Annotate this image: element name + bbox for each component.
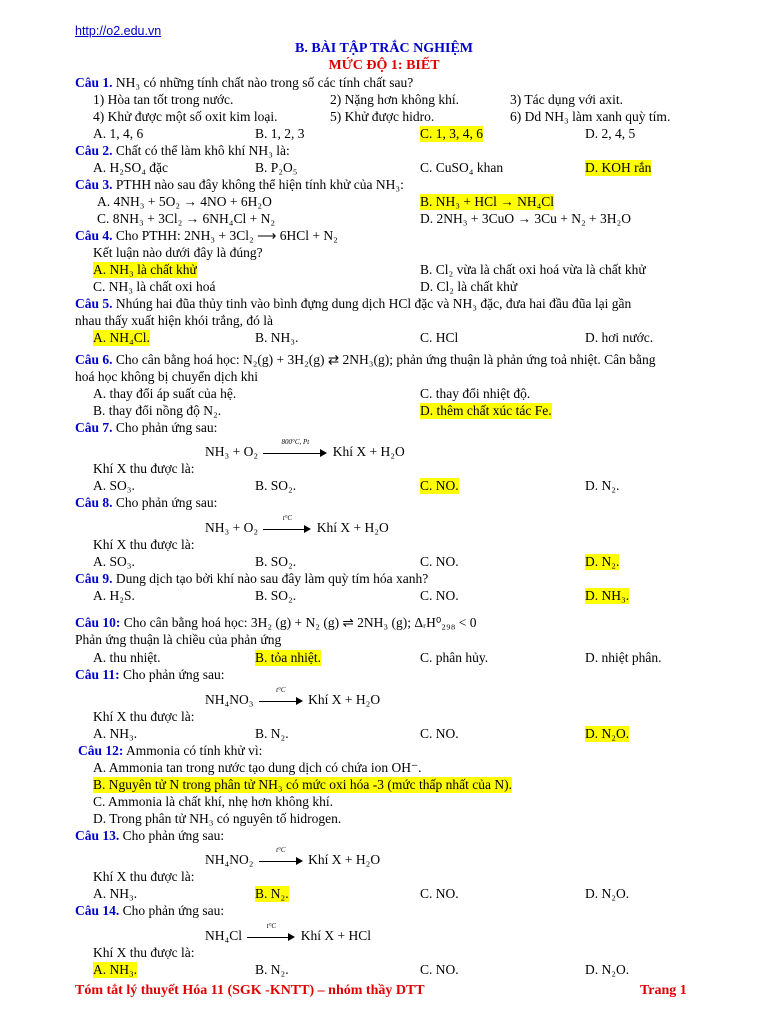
option-a-correct[interactable]: A. NH₃. — [93, 962, 138, 977]
question-3 — [75, 177, 404, 193]
question-stem: Nhúng hai đũa thủy tinh vào bình đựng dung dịch HCl đặc và NH₃ đặc, đưa hai đầu đũa lại gần — [115, 296, 632, 311]
question-stem: Cho phản ứng sau: — [122, 903, 225, 918]
question-4 — [75, 228, 338, 244]
option-d-correct[interactable]: D. N₂O. — [585, 726, 630, 741]
question-8 — [75, 495, 217, 511]
reactants: NH₃ + O₂ — [205, 520, 259, 535]
question-stem: Cho cân bằng hoá học: N₂(g) + 3H₂(g) ⇄ 2NH₃(g); phản ứng thuận là phản ứng toả nhiệt. Cân bằng — [115, 352, 656, 367]
page-number: Trang 1 — [640, 983, 687, 998]
question-5 — [75, 296, 631, 312]
reaction-arrow-icon — [263, 437, 327, 458]
question-2 — [75, 143, 290, 159]
option-b[interactable]: B. N₂. — [255, 726, 289, 741]
question-label: Câu 8. — [75, 495, 113, 510]
question-label: Câu 1. — [75, 75, 113, 90]
option-c[interactable]: C. HCl — [420, 330, 459, 345]
option-c[interactable]: C. thay đổi nhiệt độ. — [420, 386, 531, 401]
option-c[interactable]: C. NO. — [420, 962, 459, 977]
reactants: NH₃ + O₂ — [205, 444, 259, 459]
option-b[interactable]: B. N₂. — [255, 962, 289, 977]
question-label: Câu 4. — [75, 228, 113, 243]
option-b[interactable]: B. P₂O₅ — [255, 160, 298, 175]
option-b-correct[interactable]: B. NH₃ + HCl → NH₄Cl — [420, 194, 555, 209]
reaction-condition: t°C — [276, 685, 286, 694]
question-13 — [75, 828, 224, 844]
footer-title: Tóm tắt lý thuyết Hóa 11 (SGK -KNTT) – nhóm thầy DTT — [75, 983, 425, 998]
question-label: Câu 2. — [75, 143, 113, 158]
option-d-correct[interactable]: D. thêm chất xúc tác Fe. — [420, 403, 552, 418]
header-link[interactable]: http://o2.edu.vn — [75, 24, 162, 38]
products: Khí X + H₂O — [308, 692, 381, 707]
option-d-correct[interactable]: D. N₂. — [585, 554, 620, 569]
reaction-arrow-icon — [259, 685, 303, 706]
reaction-arrow-icon — [247, 921, 295, 942]
option-c[interactable]: C. NO. — [420, 588, 459, 603]
question-stem: Cho cân bằng hoá học: 3H₂ (g) + N₂ (g) ⇌ 2NH₃ (g); ΔᵣH⁰₂₉₈ < 0 — [123, 615, 477, 630]
option-c[interactable]: C. phân hủy. — [420, 650, 489, 665]
question-stem: NH₃ có những tính chất nào trong số các tính chất sau? — [115, 75, 414, 90]
option-d[interactable]: D. 2, 4, 5 — [585, 126, 636, 141]
option-a[interactable]: A. thay đổi áp suất của hệ. — [93, 386, 237, 401]
option-a[interactable]: A. 4NH₃ + 5O₂ → 4NO + 6H₂O — [97, 194, 272, 209]
reaction-condition: t°C — [266, 921, 277, 930]
question-label: Câu 14. — [75, 903, 120, 918]
option-b-correct[interactable]: B. tỏa nhiệt. — [255, 650, 321, 665]
option-c[interactable]: C. CuSO₄ khan — [420, 160, 504, 175]
question-ask: Khí X thu được là: — [93, 709, 195, 724]
page-title: B. BÀI TẬP TRẮC NGHIỆM — [294, 41, 473, 56]
reactants: NH₄NO₂ — [205, 852, 254, 867]
option-d[interactable]: D. Trong phân tử NH₃ có nguyên tố hidrogen. — [93, 811, 342, 826]
option-c[interactable]: C. NO. — [420, 554, 459, 569]
reactants: NH₄NO₃ — [205, 692, 254, 707]
reaction-equation — [205, 513, 389, 536]
option-d[interactable]: D. N₂. — [585, 478, 620, 493]
option-b-correct[interactable]: B. Nguyên tử N trong phân tử NH₃ có mức oxi hóa -3 (mức thấp nhất của N). — [93, 777, 513, 792]
question-stem-2: hoá học không bị chuyển dịch khi — [75, 369, 258, 384]
option-b[interactable]: B. Cl₂ vừa là chất oxi hoá vừa là chất khử — [420, 262, 646, 277]
q1-property-2: 2) Nặng hơn không khí. — [330, 92, 460, 107]
option-c[interactable]: C. NO. — [420, 886, 459, 901]
option-b-correct[interactable]: B. N₂. — [255, 886, 289, 901]
question-stem-2: Kết luận nào dưới đây là đúng? — [93, 245, 263, 260]
option-a[interactable]: A. NH₃. — [93, 886, 138, 901]
question-label: Câu 9. — [75, 571, 113, 586]
question-label: Câu 6. — [75, 352, 113, 367]
option-d[interactable]: D. hơi nước. — [585, 330, 654, 345]
reaction-arrow-icon — [259, 845, 303, 866]
option-a-correct[interactable]: A. NH₃ là chất khử — [93, 262, 197, 277]
question-10 — [75, 615, 477, 631]
question-label: Câu 11: — [75, 667, 120, 682]
reactants: NH₄Cl — [205, 928, 242, 943]
option-d[interactable]: D. nhiệt phân. — [585, 650, 662, 665]
option-a[interactable]: A. SO₃. — [93, 554, 135, 569]
q1-property-5: 5) Khử được hidro. — [330, 109, 435, 124]
option-c-correct[interactable]: C. NO. — [420, 478, 459, 493]
q1-property-1: 1) Hòa tan tốt trong nước. — [93, 92, 234, 107]
option-a[interactable]: A. NH₃. — [93, 726, 138, 741]
reaction-equation — [205, 437, 405, 460]
option-c[interactable]: C. NH₃ là chất oxi hoá — [93, 279, 216, 294]
option-a[interactable]: A. Ammonia tan trong nước tạo dung dịch có chứa ion OH⁻. — [93, 760, 422, 775]
q1-property-4: 4) Khử được một số oxit kim loại. — [93, 109, 278, 124]
option-c[interactable]: C. Ammonia là chất khí, nhẹ hơn không khí. — [93, 794, 333, 809]
question-stem: Cho phản ứng sau: — [115, 495, 218, 510]
q1-property-3: 3) Tác dụng với axit. — [510, 92, 623, 107]
question-stem: Dung dịch tạo bởi khí nào sau đây làm quỳ tím hóa xanh? — [115, 571, 429, 586]
reaction-condition: t°C — [276, 845, 286, 854]
option-d[interactable]: D. Cl₂ là chất khử — [420, 279, 518, 294]
option-a[interactable]: A. SO₃. — [93, 478, 135, 493]
reaction-equation — [205, 845, 381, 868]
reaction-condition: 800°C, Pt — [281, 437, 310, 446]
question-stem: PTHH nào sau đây không thể hiện tính khử của NH₃: — [115, 177, 404, 192]
products: Khí X + H₂O — [316, 520, 389, 535]
question-stem: Chất có thể làm khô khí NH₃ là: — [115, 143, 290, 158]
question-ask: Khí X thu được là: — [93, 537, 195, 552]
reaction-condition: t°C — [282, 513, 293, 522]
option-b[interactable]: B. 1, 2, 3 — [255, 126, 305, 141]
level-title: MỨC ĐỘ 1: BIẾT — [328, 58, 440, 73]
question-stem: Cho PTHH: 2NH₃ + 3Cl₂ ⟶ 6HCl + N₂ — [115, 228, 338, 243]
question-label: Câu 7. — [75, 420, 113, 435]
option-c-correct[interactable]: C. 1, 3, 4, 6 — [420, 126, 484, 141]
question-label: Câu 13. — [75, 828, 120, 843]
option-c[interactable]: C. NO. — [420, 726, 459, 741]
option-a[interactable]: A. H₂SO₄ đặc — [93, 160, 169, 175]
option-c[interactable]: C. 8NH₃ + 3Cl₂ → 6NH₄Cl + N₂ — [97, 211, 276, 226]
option-d[interactable]: D. N₂O. — [585, 962, 630, 977]
question-label: Câu 12: — [78, 743, 124, 758]
option-a[interactable]: A. 1, 4, 6 — [93, 126, 144, 141]
option-d-correct[interactable]: D. NH₃. — [585, 588, 630, 603]
products: Khí X + H₂O — [332, 444, 405, 459]
question-ask: Khí X thu được là: — [93, 461, 195, 476]
option-a-correct[interactable]: A. NH₄Cl. — [93, 330, 150, 345]
option-d-correct[interactable]: D. KOH rắn — [585, 160, 652, 175]
option-b[interactable]: B. SO₂. — [255, 478, 297, 493]
question-11 — [75, 667, 224, 683]
question-14 — [75, 903, 224, 919]
question-stem: Cho phản ứng sau: — [115, 420, 218, 435]
question-12 — [78, 743, 262, 759]
question-stem-2: Phản ứng thuận là chiều của phản ứng — [75, 632, 282, 647]
question-ask: Khí X thu được là: — [93, 869, 195, 884]
option-b[interactable]: B. SO₂. — [255, 588, 297, 603]
option-b[interactable]: B. thay đổi nồng độ N₂. — [93, 403, 222, 418]
question-stem: Ammonia có tính khử vì: — [126, 743, 263, 758]
question-label: Câu 5. — [75, 296, 113, 311]
question-6 — [75, 352, 655, 368]
question-label: Câu 3. — [75, 177, 113, 192]
reaction-arrow-icon — [263, 513, 311, 534]
reaction-equation — [205, 685, 381, 708]
option-b[interactable]: B. SO₂. — [255, 554, 297, 569]
option-a[interactable]: A. H₂S. — [93, 588, 135, 603]
question-stem-2: nhau thấy xuất hiện khói trắng, đó là — [75, 313, 273, 328]
question-ask: Khí X thu được là: — [93, 945, 195, 960]
question-7 — [75, 420, 217, 436]
question-1 — [75, 75, 413, 91]
question-9 — [75, 571, 428, 587]
reaction-equation — [205, 921, 371, 944]
option-a[interactable]: A. thu nhiệt. — [93, 650, 161, 665]
products: Khí X + H₂O — [308, 852, 381, 867]
option-d[interactable]: D. N₂O. — [585, 886, 630, 901]
option-d[interactable]: D. 2NH₃ + 3CuO → 3Cu + N₂ + 3H₂O — [420, 211, 631, 226]
option-b[interactable]: B. NH₃. — [255, 330, 299, 345]
question-stem: Cho phản ứng sau: — [123, 667, 225, 682]
question-label: Câu 10: — [75, 615, 121, 630]
products: Khí X + HCl — [300, 928, 371, 943]
q1-property-6: 6) Dd NH₃ làm xanh quỳ tím. — [510, 109, 671, 124]
question-stem: Cho phản ứng sau: — [122, 828, 225, 843]
